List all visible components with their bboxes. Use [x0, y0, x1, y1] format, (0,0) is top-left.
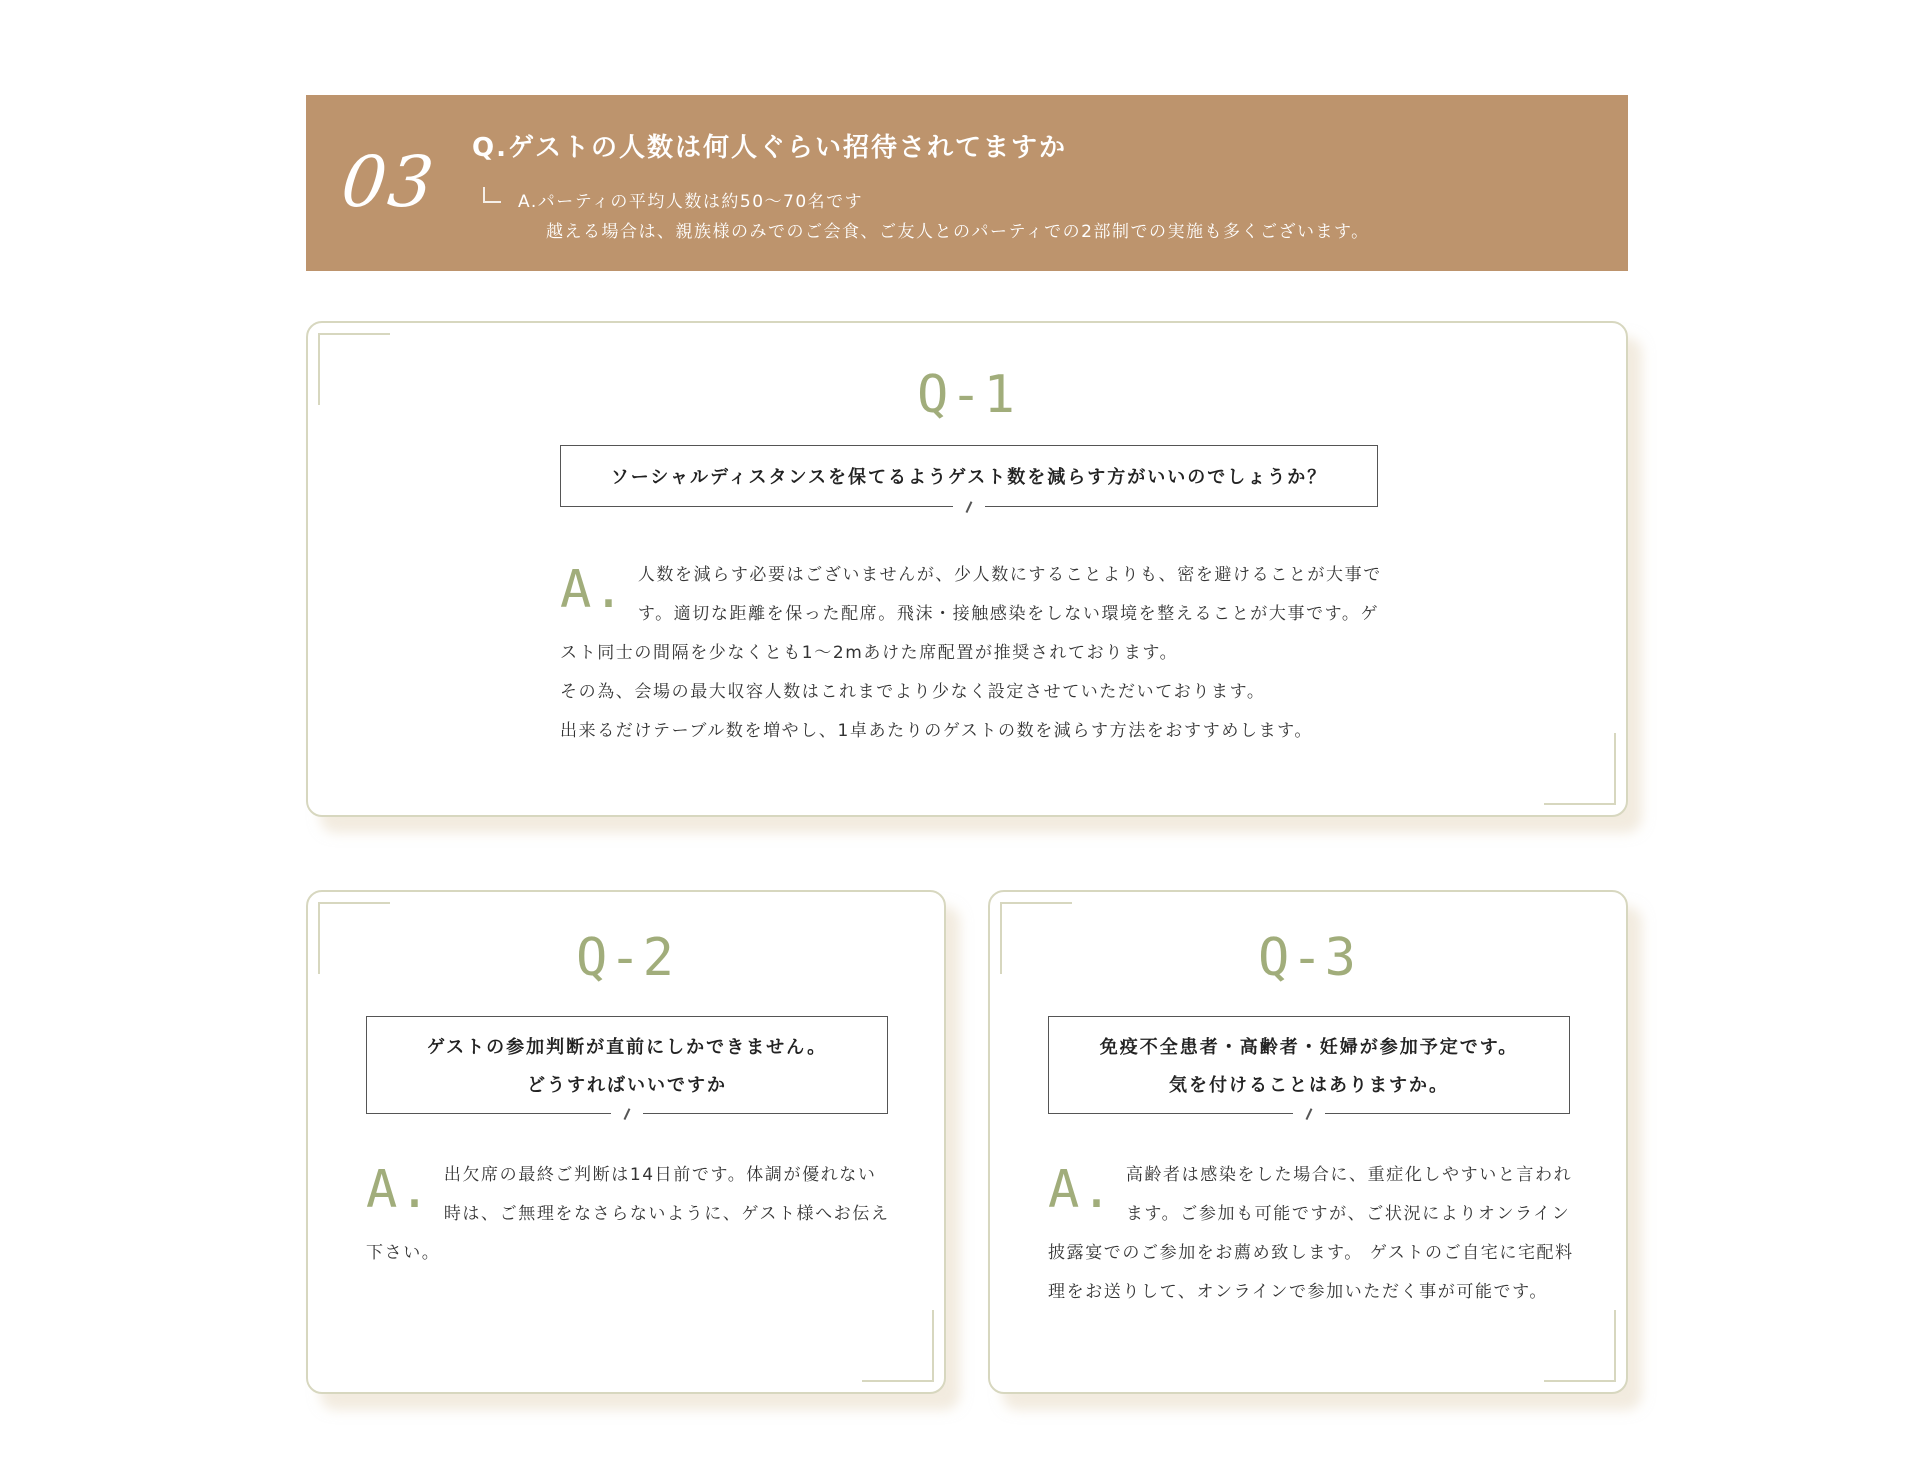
- question-box: [1048, 1016, 1570, 1114]
- slash-tick-icon: [953, 499, 985, 515]
- answer-mark: A.: [560, 560, 626, 620]
- question-text-line-1: ソーシャルディスタンスを保てるようゲスト数を減らす方がいいのでしょうか？: [610, 467, 1328, 488]
- question-box: [560, 445, 1378, 507]
- faq-card-q2: [306, 890, 946, 1394]
- answer-text: 出欠席の最終ご判断は14日前です。体調が優れない時は、ご無理をなさらないように、ゲスト様へお伝え下さい。: [366, 1165, 890, 1263]
- answer-text: 人数を減らす必要はございませんが、少人数にすることよりも、密を避けることが大事です。適切な距離を保った配席。飛沫・接触感染をしない環境を整えることが大事です。ゲスト同士の間隔を少なくとも1〜2mあけた席配置が推奨されております。 その為、会場の最大収容人数はこれまでより少なく設定させていただいております。 出来るだけテーブル数を増やし、1卓あたりのゲストの数を減らす方法をおすすめします。: [560, 565, 1382, 741]
- question-text-line-1: 免疫不全患者・高齢者・妊婦が参加予定です。: [1099, 1037, 1519, 1058]
- banner-answer-line-2: 越える場合は、親族様のみでのご会食、ご友人とのパーティでの2部制での実施も多くございます。: [546, 222, 1370, 242]
- faq-card-q1: [306, 321, 1628, 817]
- answer-mark: A.: [1048, 1160, 1114, 1220]
- corner-ornament-bottom-right: [862, 1310, 934, 1382]
- banner-answer-line-1: A.パーティの平均人数は約50〜70名です: [518, 192, 864, 212]
- branch-line-icon: [483, 187, 501, 203]
- question-label: Q-1: [917, 365, 1017, 425]
- slash-tick-icon: [611, 1106, 643, 1122]
- banner-question: Q.ゲストの人数は何人ぐらい招待されてますか: [472, 133, 1067, 163]
- answer-text: 高齢者は感染をした場合に、重症化しやすいと言われます。ご参加も可能ですが、ご状況によりオンライン披露宴でのご参加をお薦め致します。 ゲストのご自宅に宅配料理をお送りして、オンラインで参加いただく事が可能です。: [1048, 1165, 1574, 1302]
- corner-ornament-bottom-right: [1544, 1310, 1616, 1382]
- question-text-line-2: どうすればいいですか: [527, 1075, 727, 1096]
- answer-block: [1048, 1156, 1576, 1312]
- section-number: 03: [337, 141, 440, 223]
- question-text-line-2: 気を付けることはありますか。: [1169, 1075, 1449, 1096]
- question-label: Q-3: [1258, 928, 1358, 988]
- corner-ornament-bottom-right: [1544, 733, 1616, 805]
- faq-banner: [306, 95, 1628, 271]
- answer-block: [366, 1156, 894, 1273]
- slash-tick-icon: [1293, 1106, 1325, 1122]
- question-box: [366, 1016, 888, 1114]
- answer-block: [560, 556, 1386, 751]
- answer-mark: A.: [366, 1160, 432, 1220]
- faq-card-q3: [988, 890, 1628, 1394]
- question-label: Q-2: [576, 928, 676, 988]
- question-text-line-1: ゲストの参加判断が直前にしかできません。: [426, 1037, 828, 1058]
